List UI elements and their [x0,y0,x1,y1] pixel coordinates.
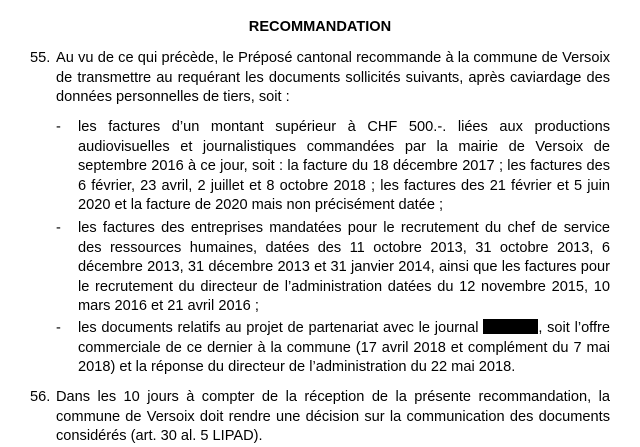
redaction-box [483,319,538,334]
paragraph-number: 55. [30,50,51,66]
bullet-dash: - [56,320,61,336]
bullet-dash: - [56,220,61,236]
bullet-item-2 [56,219,610,317]
bullet-item-3 [56,319,610,378]
paragraph-55 [30,49,610,108]
bullet-text: les factures d’un montant supérieur à CHF 500.-. liées aux productions audiovisuelles et journalistiques commandées par la mairie de Versoix de septembre 2016 à ce jour, soit : la facture du 18 décembre 2017 ; les factures des 6 février, 23 avril, 2 juillet et 8 octobre 2018 ; les factures des 21 février et 5 juin 2020 et la facture de 2020 mais non précisément datée ; [78,119,610,213]
bullet-text-after: , soit l’offre commerciale de ce dernier à la commune (17 avril 2018 et complément du 7 mai 2018) et la réponse du directeur de l’administration du 22 mai 2018. [78,320,611,375]
bullet-text [78,319,610,378]
paragraph-number: 56. [30,389,51,405]
bullet-item-1 [56,118,610,216]
bullet-text: les factures des entreprises mandatées pour le recrutement du chef de service des ressources humaines, datées des 11 octobre 2013, 31 octobre 2013, 6 décembre 2013, 31 décembre 2013 et 31 janvier 2014, ainsi que les factures pour le recrutement du directeur de l’administration datées du 12 novembre 2015, 10 mars 2016 et 21 avril 2016 ; [78,220,610,314]
bullet-text-before: les documents relatifs au projet de partenariat avec le journal [78,320,479,336]
paragraph-56 [30,388,610,447]
bullet-dash: - [56,119,61,135]
paragraph-text: Au vu de ce qui précède, le Préposé cantonal recommande à la commune de Versoix de transmettre au requérant les documents sollicités suivants, après caviardage des données personnelles de tiers, soit : [56,50,610,105]
paragraph-text: Dans les 10 jours à compter de la réception de la présente recommandation, la commune de Versoix doit rendre une décision sur la communication des documents considérés (art. 30 al. 5 LIPAD). [56,389,610,444]
section-title: RECOMMANDATION [248,19,392,35]
